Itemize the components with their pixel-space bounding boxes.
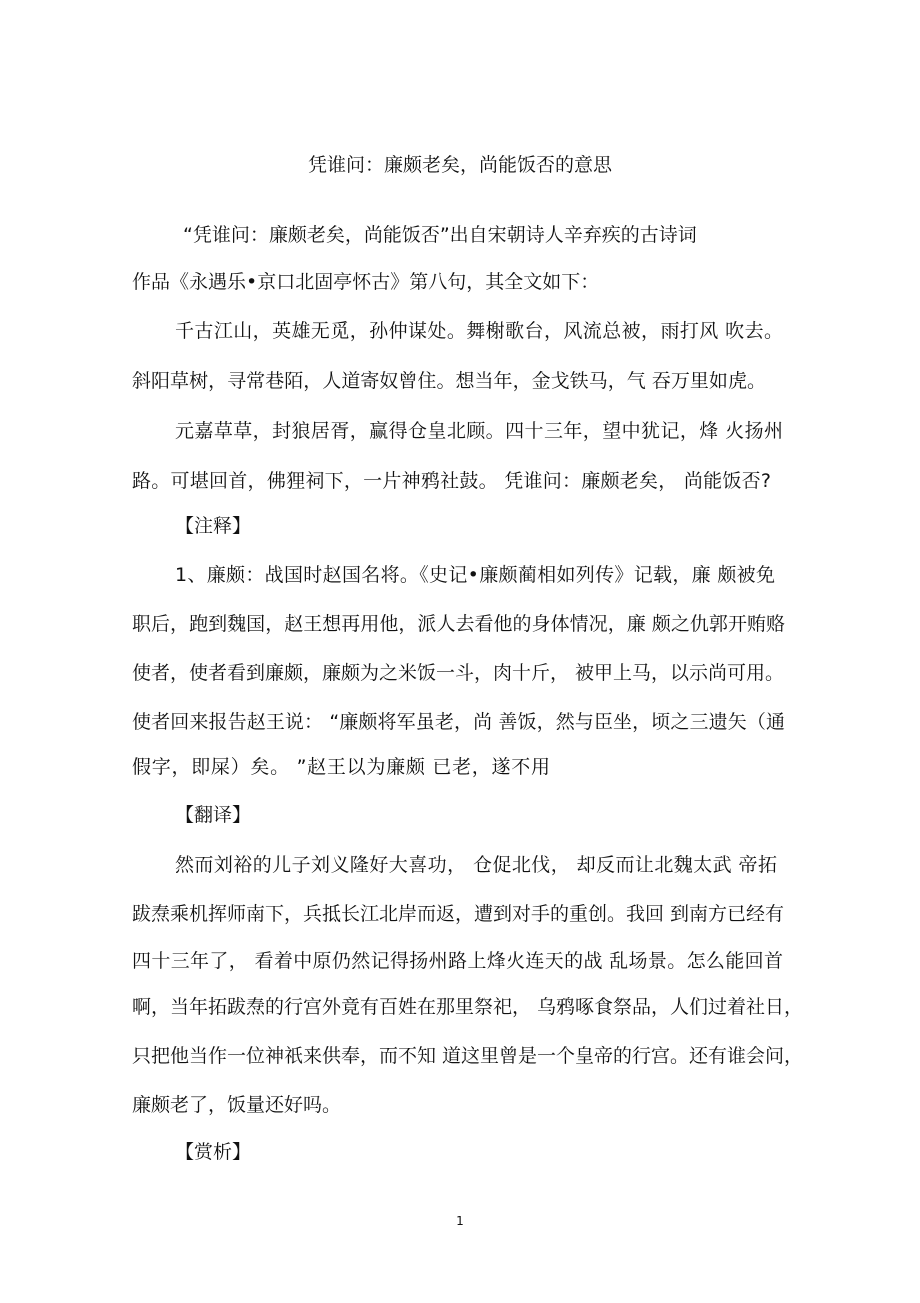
translation-line-3: 四十三年了， 看着中原仍然记得扬州路上烽火连天的战 乱场景。怎么能回首: [132, 950, 783, 972]
notes-line-4: 使者回来报告赵王说： “廉颇将军虽老，尚 善饭，然与臣坐，顷之三遗矢（通: [132, 711, 785, 733]
translation-line-4: 啊，当年拓跋焘的行宫外竟有百姓在那里祭祀， 乌鸦啄食祭品，人们过着社日，: [132, 996, 804, 1018]
page-number: 1: [456, 1214, 464, 1228]
intro-line-2: 作品《永遇乐•京口北固亭怀古》第八句，其全文如下：: [132, 271, 600, 293]
notes-line-3: 使者，使者看到廉颇，廉颇为之米饭一斗，肉十斤， 被甲上马，以示尚可用。: [132, 662, 785, 684]
poem-stanza-2-line-2: 路。可堪回首，佛狸祠下，一片神鸦社鼓。 凭谁问：廉颇老矣， 尚能饭否?: [132, 470, 771, 492]
appreciation-heading: 【赏析】: [175, 1141, 252, 1163]
translation-line-2: 跋焘乘机挥师南下，兵抵长江北岸而返，遭到对手的重创。我回 到南方已经有: [132, 903, 785, 925]
document-title: 凭谁问：廉颇老矣，尚能饭否的意思: [307, 154, 612, 176]
intro-line-1: “凭谁问：廉颇老矣，尚能饭否”出自宋朝诗人辛弃疾的古诗词: [183, 224, 697, 246]
poem-stanza-1-line-2: 斜阳草树，寻常巷陌，人道寄奴曾住。想当年，金戈铁马，气 吞万里如虎。: [132, 370, 766, 392]
poem-stanza-2-line-1: 元嘉草草，封狼居胥，赢得仓皇北顾。四十三年，望中犹记，烽 火扬州: [175, 420, 783, 442]
notes-line-1: 1、廉颇：战国时赵国名将。《史记•廉颇蔺相如列传》记载，廉 颇被免: [175, 564, 775, 586]
translation-line-1: 然而刘裕的儿子刘义隆好大喜功， 仓促北伐， 却反而让北魏太武 帝拓: [175, 854, 777, 876]
poem-stanza-1-line-1: 千古江山，英雄无觅，孙仲谋处。舞榭歌台，风流总被，雨打风 吹去。: [175, 320, 783, 342]
notes-line-5: 假字，即屎）矣。 ”赵王以为廉颇 已老，遂不用: [132, 756, 550, 778]
translation-line-5: 只把他当作一位神祇来供奉，而不知 道这里曾是一个皇帝的行宫。还有谁会问，: [132, 1045, 804, 1067]
notes-line-2: 职后，跑到魏国，赵王想再用他，派人去看他的身体情况，廉 颇之仇郭开贿赂: [132, 613, 785, 635]
translation-heading: 【翻译】: [175, 804, 252, 826]
translation-line-6: 廉颇老了，饭量还好吗。: [132, 1094, 342, 1116]
notes-heading: 【注释】: [175, 515, 252, 537]
